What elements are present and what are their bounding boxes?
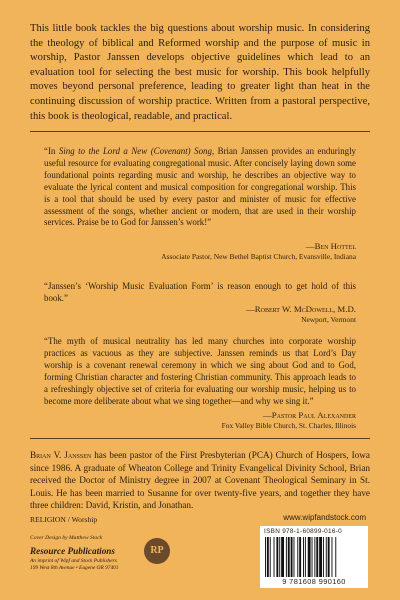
barcode-bar xyxy=(286,537,287,577)
endorsement-quote-2: “Janssen’s ‘Worship Music Evaluation Form’ is reason enough to get hold of this book.” xyxy=(44,281,356,303)
barcode-digits: 9 781608 990160 xyxy=(282,577,346,586)
endorser-affiliation-1: Associate Pastor, New Bethel Baptist Church, Evansville, Indiana xyxy=(161,252,356,261)
barcode-bar xyxy=(316,537,318,577)
barcode-bar xyxy=(281,537,284,577)
divider xyxy=(30,131,370,132)
endorsement-quote-1 xyxy=(44,146,356,229)
publisher-address: 199 West 8th Avenue • Eugene OR 97401 xyxy=(30,565,119,571)
barcode-bar xyxy=(299,537,301,577)
subject-category: RELIGION / Worship xyxy=(30,515,98,524)
book-description: This little book tackles the big questions about worship music. In considering the theology of biblical and Reformed worship and the purpose of music in worship, Pastor Janssen develops objective guidelines which lead to an evaluation tool for selecting the best music for worship. This book helpfully moves beyond personal preference, leading to greater light than heat in the continuing discussion of worship practice. Written from a pastoral perspective, this book is theological, readable, and practical. xyxy=(30,23,370,122)
barcode-bar xyxy=(335,537,336,577)
barcode-bar xyxy=(274,537,275,577)
barcode-bar xyxy=(267,537,269,577)
barcode-bar xyxy=(294,537,295,577)
endorsement-quote-3: “The myth of musical neutrality has led many churches into corporate worship practices as vacuous as they are subjective. Janssen reminds us that Lord’s Day worship is a covenant renewal ceremony in which we sing about God and to God, forming Christian character and fostering Christian community. This approach leads to a refreshingly objective set of criteria for evaluating our worship music, helping us to become more deliberate about what we sing together—and why we sing it.” xyxy=(44,336,356,406)
quote-1-book-title: Sing to the Lord a New (Covenant) Song xyxy=(58,146,212,156)
barcode-bar xyxy=(279,537,280,577)
endorsement-attribution-2 xyxy=(246,304,356,325)
endorser-affiliation-2: Newport, Vermont xyxy=(301,315,356,324)
author-bio-text: has been pastor of the First Presbyterian (PCA) Church of Hospers, Iowa since 1986. A graduate of Wheaton College and Trinity Evangelical Divinity School, Brian received the Doctor of Ministry degree in 2007 at Covenant Theological Seminary in St. Louis. He has been married to Susanne for over twenty-five years, and together they have three children: David, Kristin, and Jonathan. xyxy=(30,450,370,510)
barcode-bar xyxy=(326,537,327,577)
barcode-bar xyxy=(303,537,304,577)
endorser-affiliation-3: Fox Valley Bible Church, St. Charles, Illinois xyxy=(221,421,356,430)
barcode-bar xyxy=(270,537,271,577)
isbn-barcode xyxy=(260,526,368,588)
quote-1-pre: “In xyxy=(44,146,59,156)
barcode-bar xyxy=(305,537,306,577)
publisher-imprint xyxy=(30,558,119,572)
barcode-bar xyxy=(276,537,278,577)
barcode-bar xyxy=(297,537,298,577)
endorser-name-1: —Ben Hottel xyxy=(305,241,356,251)
endorser-name-3: —Pastor Paul Alexander xyxy=(262,410,356,420)
publisher-website: www.wipfandstock.com xyxy=(283,513,366,522)
author-bio xyxy=(30,449,370,512)
quote-1-post: , Brian Janssen provides an enduringly useful resource for evaluating congregational music. After concisely laying down some foundational points regarding music and worship, he describes an objective way to evaluate the lyrical content and musical composition for congregational worship. This is a tool that should be used by every pastor and minister of music for effective assessment of the songs, whether ancient or modern, that are used in their worship services. Praise be to God for Janssen’s work!” xyxy=(44,146,356,228)
barcode-bar xyxy=(308,537,311,577)
barcode-bar xyxy=(288,537,290,577)
barcode-bar xyxy=(291,537,293,577)
barcode-bar xyxy=(265,537,266,577)
barcode-bar xyxy=(319,537,322,577)
endorsement-attribution-3 xyxy=(222,410,356,431)
author-name: Brian V. Janssen xyxy=(30,450,92,460)
endorsement-attribution-1 xyxy=(161,241,356,262)
barcode-bar xyxy=(332,537,333,577)
barcode-bar xyxy=(323,537,324,577)
barcode-bar xyxy=(312,537,313,577)
publisher-name: Resource Publications xyxy=(30,546,115,556)
isbn-number: ISBN 978-1-60899-016-0 xyxy=(264,528,343,535)
barcode-bars xyxy=(264,537,364,577)
divider xyxy=(30,438,370,439)
endorser-name-2: —Robert W. McDowell, M.D. xyxy=(245,304,356,314)
barcode-bar xyxy=(314,537,315,577)
barcode-bar xyxy=(328,537,330,577)
cover-design-credit: Cover Design by Matthew Stock xyxy=(30,535,103,541)
imprint-line: An imprint of Wipf and Stock Publishers xyxy=(30,558,117,564)
publisher-logo: RP xyxy=(144,538,170,564)
